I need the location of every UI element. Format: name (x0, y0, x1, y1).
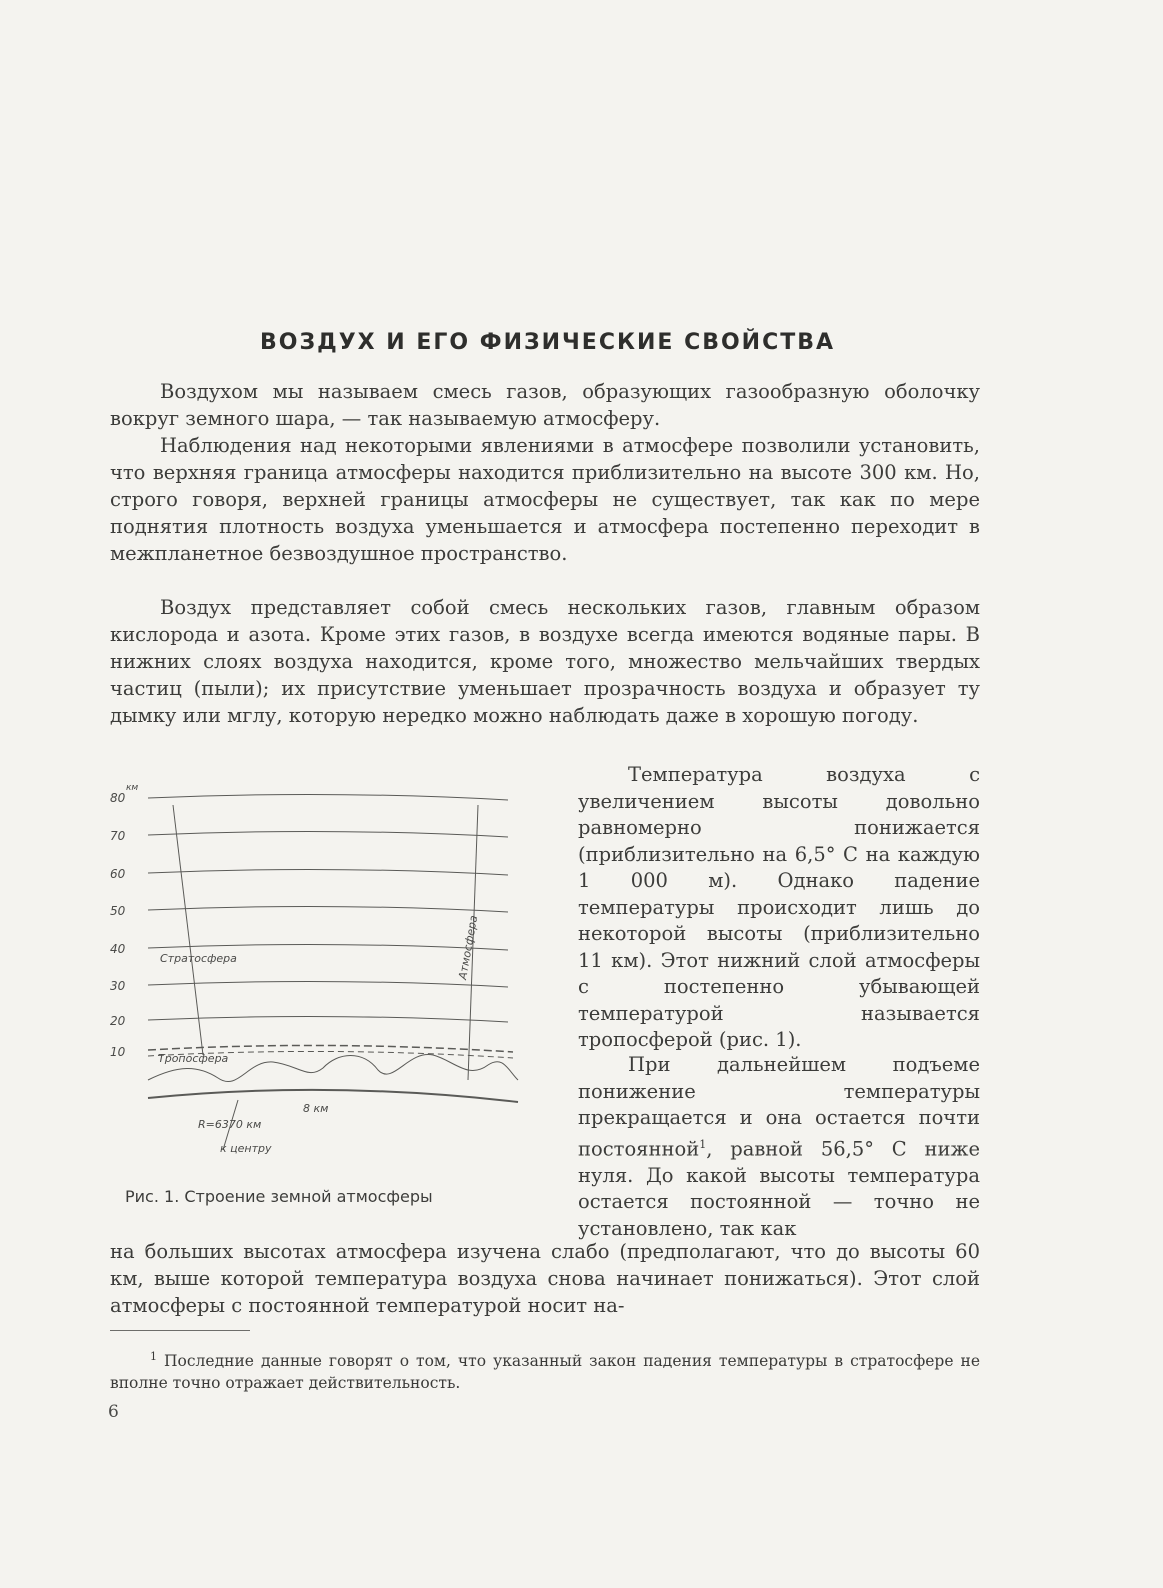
tick-label-60: 60 (110, 867, 126, 881)
atmosphere-figure (108, 780, 528, 1170)
unit-label: км (126, 783, 139, 793)
footnote-ref: 1 (699, 1137, 707, 1151)
radius-label: R=6370 км (198, 1118, 262, 1131)
page-title: ВОЗДУХ И ЕГО ФИЗИЧЕСКИЕ СВОЙСТВА (260, 330, 836, 355)
troposphere-label: Тропосфера (158, 1052, 229, 1065)
footnote-divider (110, 1330, 250, 1331)
altitude-line-50 (148, 906, 508, 912)
tick-label-30: 30 (110, 979, 126, 993)
paragraph-2: Наблюдения над некоторыми явлениями в атмосфере позволили установить, что верхняя граница атмосферы находится приблизительно на высоте 300 км. Но, строго говоря, верхней границы атмосферы не существует, так как по мере поднятия плотность воздуха уменьшается и атмосфера постепенно переходит в межпланетное безвоздушное пространство. (110, 434, 980, 565)
page-number: 6 (108, 1402, 119, 1422)
altitude-line-30 (148, 981, 508, 987)
paragraph-6: на больших высотах атмосфера изучена слабо (предполагают, что до высоты 60 км, выше которой температура воздуха снова начинает понижаться). Этот слой атмосферы с постоянной температурой носит на- (110, 1240, 980, 1317)
stratosphere-pointer (173, 805, 203, 1055)
atmosphere-label: Атмосфера (456, 914, 481, 981)
paragraph-1: Воздухом мы называем смесь газов, образующих газообразную оболочку вокруг земного шара, — так называемую атмосферу. (110, 380, 980, 430)
altitude-line-20 (148, 1016, 508, 1022)
earth-surface (148, 1090, 518, 1102)
footnote-marker: 1 (150, 1350, 157, 1363)
to-center-label: к центру (220, 1142, 272, 1155)
paragraph-3: Воздух представляет собой смесь нескольких газов, главным образом кислорода и азота. Кроме этих газов, в воздухе всегда имеются водяные пары. В нижних слоях воздуха находится, кроме того, множество мельчайших твердых частиц (пыли); их присутствие уменьшает прозрачность воздуха и образует ту дымку или мглу, которую нередко можно наблюдать даже в хорошую погоду. (110, 596, 980, 727)
atmosphere-diagram (108, 780, 528, 1170)
tick-label-10: 10 (110, 1045, 126, 1059)
paragraph-5-continued: , равной 56,5° С ниже нуля. До какой высоты температура остается постоянной — точно не установлено, так как (578, 1137, 980, 1240)
footnote-text: Последние данные говорят о том, что указанный закон падения температуры в стратосфере не вполне точно отражает действительность. (110, 1352, 980, 1393)
altitude-line-40 (148, 944, 508, 950)
altitude-line-80 (148, 794, 508, 800)
tick-label-40: 40 (110, 942, 126, 956)
stratosphere-label: Стратосфера (160, 952, 237, 965)
figure-caption: Рис. 1. Строение земной атмосферы (125, 1187, 433, 1206)
paragraph-4: Температура воздуха с увеличением высоты довольно равномерно понижается (приблизительно на 6,5° С на каждую 1 000 м). Однако падение температуры происходит лишь до некоторой высоты (приблизительно 11 км). Этот нижний слой атмосферы с постепенно убывающей температурой называется тропосферой (рис. 1). (578, 763, 980, 1051)
paragraph-5 (578, 1052, 980, 1242)
tick-label-70: 70 (110, 829, 126, 843)
tick-label-80: 80 (110, 791, 126, 805)
eight-km-label: 8 км (303, 1102, 329, 1115)
tick-label-50: 50 (110, 904, 126, 918)
footnote (110, 1346, 980, 1394)
paragraph-5-text: При дальнейшем подъеме понижение температуры прекращается и она остается почти постоянной (578, 1053, 980, 1160)
altitude-line-60 (148, 869, 508, 875)
altitude-line-70 (148, 831, 508, 837)
tick-label-20: 20 (110, 1014, 126, 1028)
